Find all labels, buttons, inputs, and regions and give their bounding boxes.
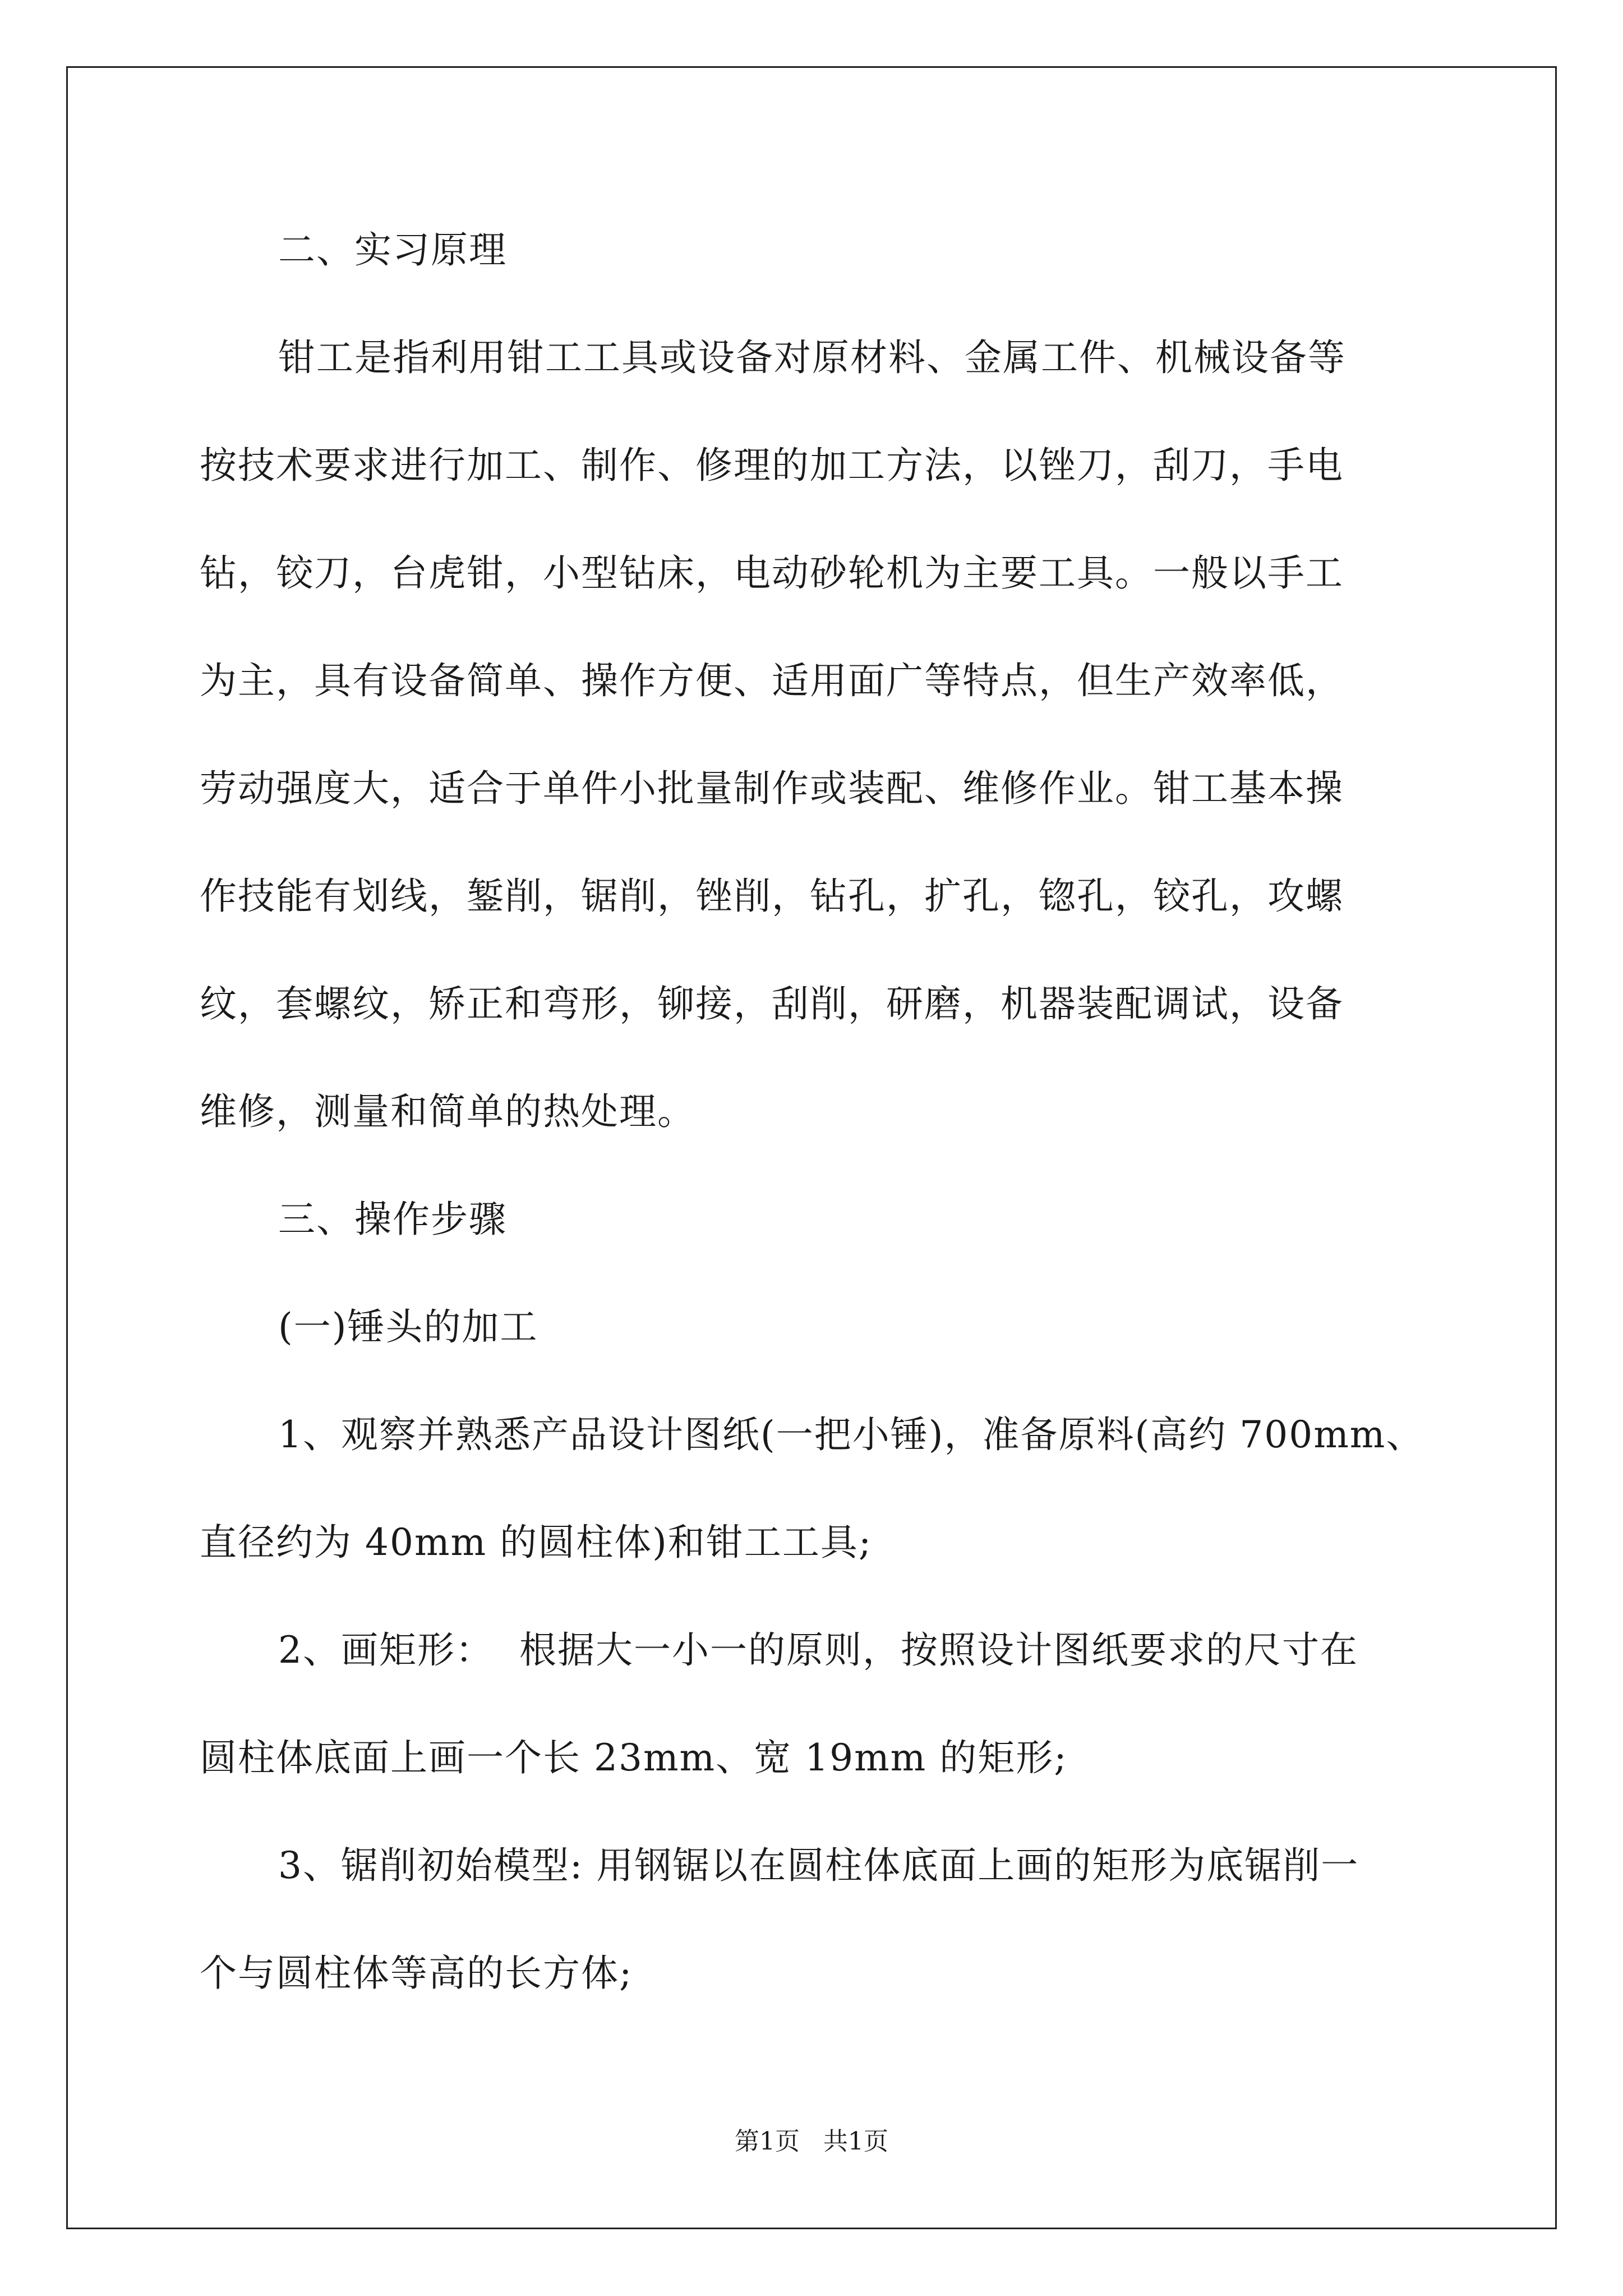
document-body — [200, 223, 1433, 2054]
paragraph-line: 劳动强度大，适合于单件小批量制作或装配、维修作业。钳工基本操 — [200, 767, 1344, 810]
paragraph-line: 钳工是指利用钳工工具或设备对原材料、金属工件、机械设备等 — [278, 336, 1346, 379]
paragraph-line: 作技能有划线，錾削，锯削，锉削，钻孔，扩孔，锪孔，铰孔，攻螺 — [200, 875, 1344, 918]
step-line: 3、锯削初始模型: 用钢锯以在圆柱体底面上画的矩形为底锯削一 — [278, 1844, 1359, 1887]
step-line: 圆柱体底面上画一个长 23mm、宽 19mm 的矩形; — [200, 1736, 1068, 1779]
subsection-heading: (一)锤头的加工 — [278, 1305, 538, 1349]
paragraph-line: 按技术要求进行加工、制作、修理的加工方法，以锉刀，刮刀，手电 — [200, 444, 1344, 487]
paragraph-line: 为主，具有设备简单、操作方便、适用面广等特点，但生产效率低， — [200, 659, 1344, 702]
step-line: 1、观察并熟悉产品设计图纸(一把小锤)，准备原料(高约 700mm、 — [278, 1413, 1424, 1456]
paragraph-line: 钻，铰刀，台虎钳，小型钻床，电动砂轮机为主要工具。一般以手工 — [200, 551, 1344, 595]
section-heading-steps: 三、操作步骤 — [278, 1198, 507, 1241]
paragraph-line: 维修，测量和简单的热处理。 — [200, 1090, 695, 1133]
step-line: 直径约为 40mm 的圆柱体)和钳工工具; — [200, 1521, 873, 1564]
section-heading-principle: 二、实习原理 — [278, 228, 507, 272]
paragraph-line: 纹，套螺纹，矫正和弯形，铆接，刮削，研磨，机器装配调试，设备 — [200, 982, 1344, 1025]
step-line: 2、画矩形： 根据大一小一的原则，按照设计图纸要求的尺寸在 — [278, 1628, 1358, 1672]
step-line: 个与圆柱体等高的长方体; — [200, 1952, 633, 1995]
page-number-footer: 第1页 共1页 — [735, 2127, 888, 2156]
